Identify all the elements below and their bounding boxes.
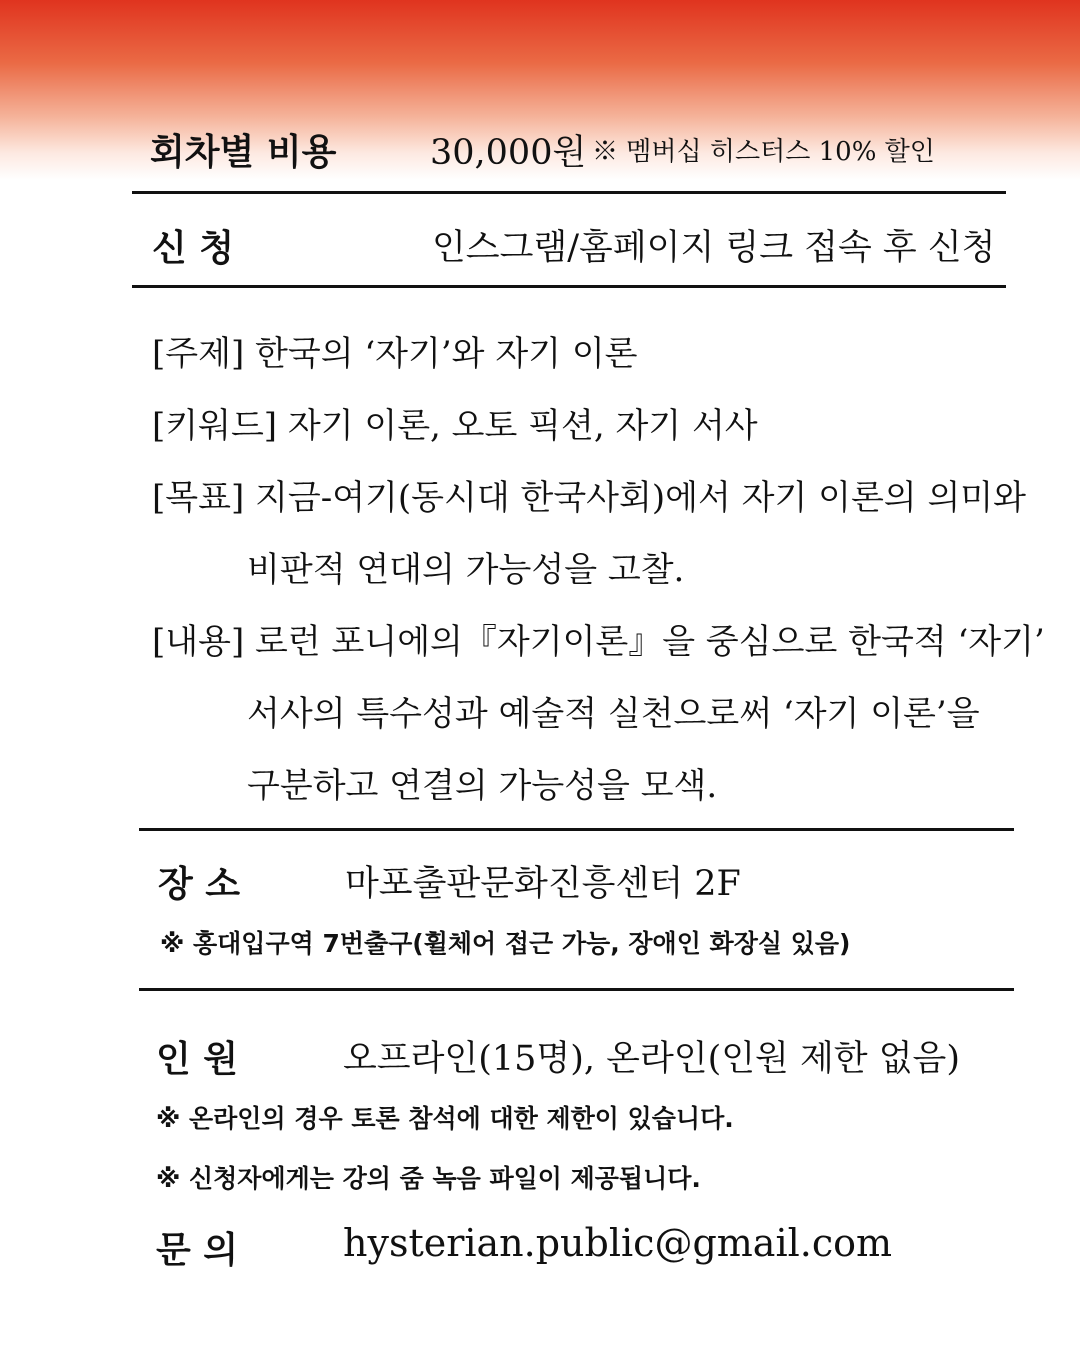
divider [139,988,1014,991]
divider [139,828,1014,831]
goal-line-1: [목표] 지금-여기(동시대 한국사회)에서 자기 이론의 의미와 [152,478,1026,518]
topic-line: [주제] 한국의 ‘자기’와 자기 이론 [152,334,638,374]
fee-discount-note: ※ 멤버십 히스터스 10% 할인 [592,137,935,167]
contact-email[interactable]: hysterian.public@gmail.com [343,1221,893,1265]
content-line-1: [내용] 로런 포니에의『자기이론』을 중심으로 한국적 ‘자기’ [152,622,1045,662]
divider [132,191,1006,194]
fee-label: 회차별 비용 [150,131,337,173]
keywords-line: [키워드] 자기 이론, 오토 픽션, 자기 서사 [152,406,758,446]
fee-amount: 30,000원 [430,133,587,173]
apply-value: 인스그램/홈페이지 링크 접속 후 신청 [432,228,996,268]
divider [132,285,1006,288]
venue-value: 마포출판문화진흥센터 2F [345,864,741,904]
contact-label: 문 의 [156,1229,239,1271]
apply-label: 신 청 [152,227,235,269]
content-line-2: 서사의 특수성과 예술적 실천으로써 ‘자기 이론’을 [247,694,980,734]
venue-access-note: ※ 홍대입구역 7번출구(휠체어 접근 가능, 장애인 화장실 있음) [160,929,851,958]
venue-label: 장 소 [158,863,241,905]
capacity-note-online: ※ 온라인의 경우 토론 참석에 대한 제한이 있습니다. [156,1104,734,1133]
capacity-note-recording: ※ 신청자에게는 강의 줌 녹음 파일이 제공됩니다. [156,1164,701,1193]
goal-line-2: 비판적 연대의 가능성을 고찰. [247,550,685,590]
content-line-3: 구분하고 연결의 가능성을 모색. [247,766,718,806]
capacity-value: 오프라인(15명), 온라인(인원 제한 없음) [343,1039,960,1079]
capacity-label: 인 원 [156,1038,239,1080]
